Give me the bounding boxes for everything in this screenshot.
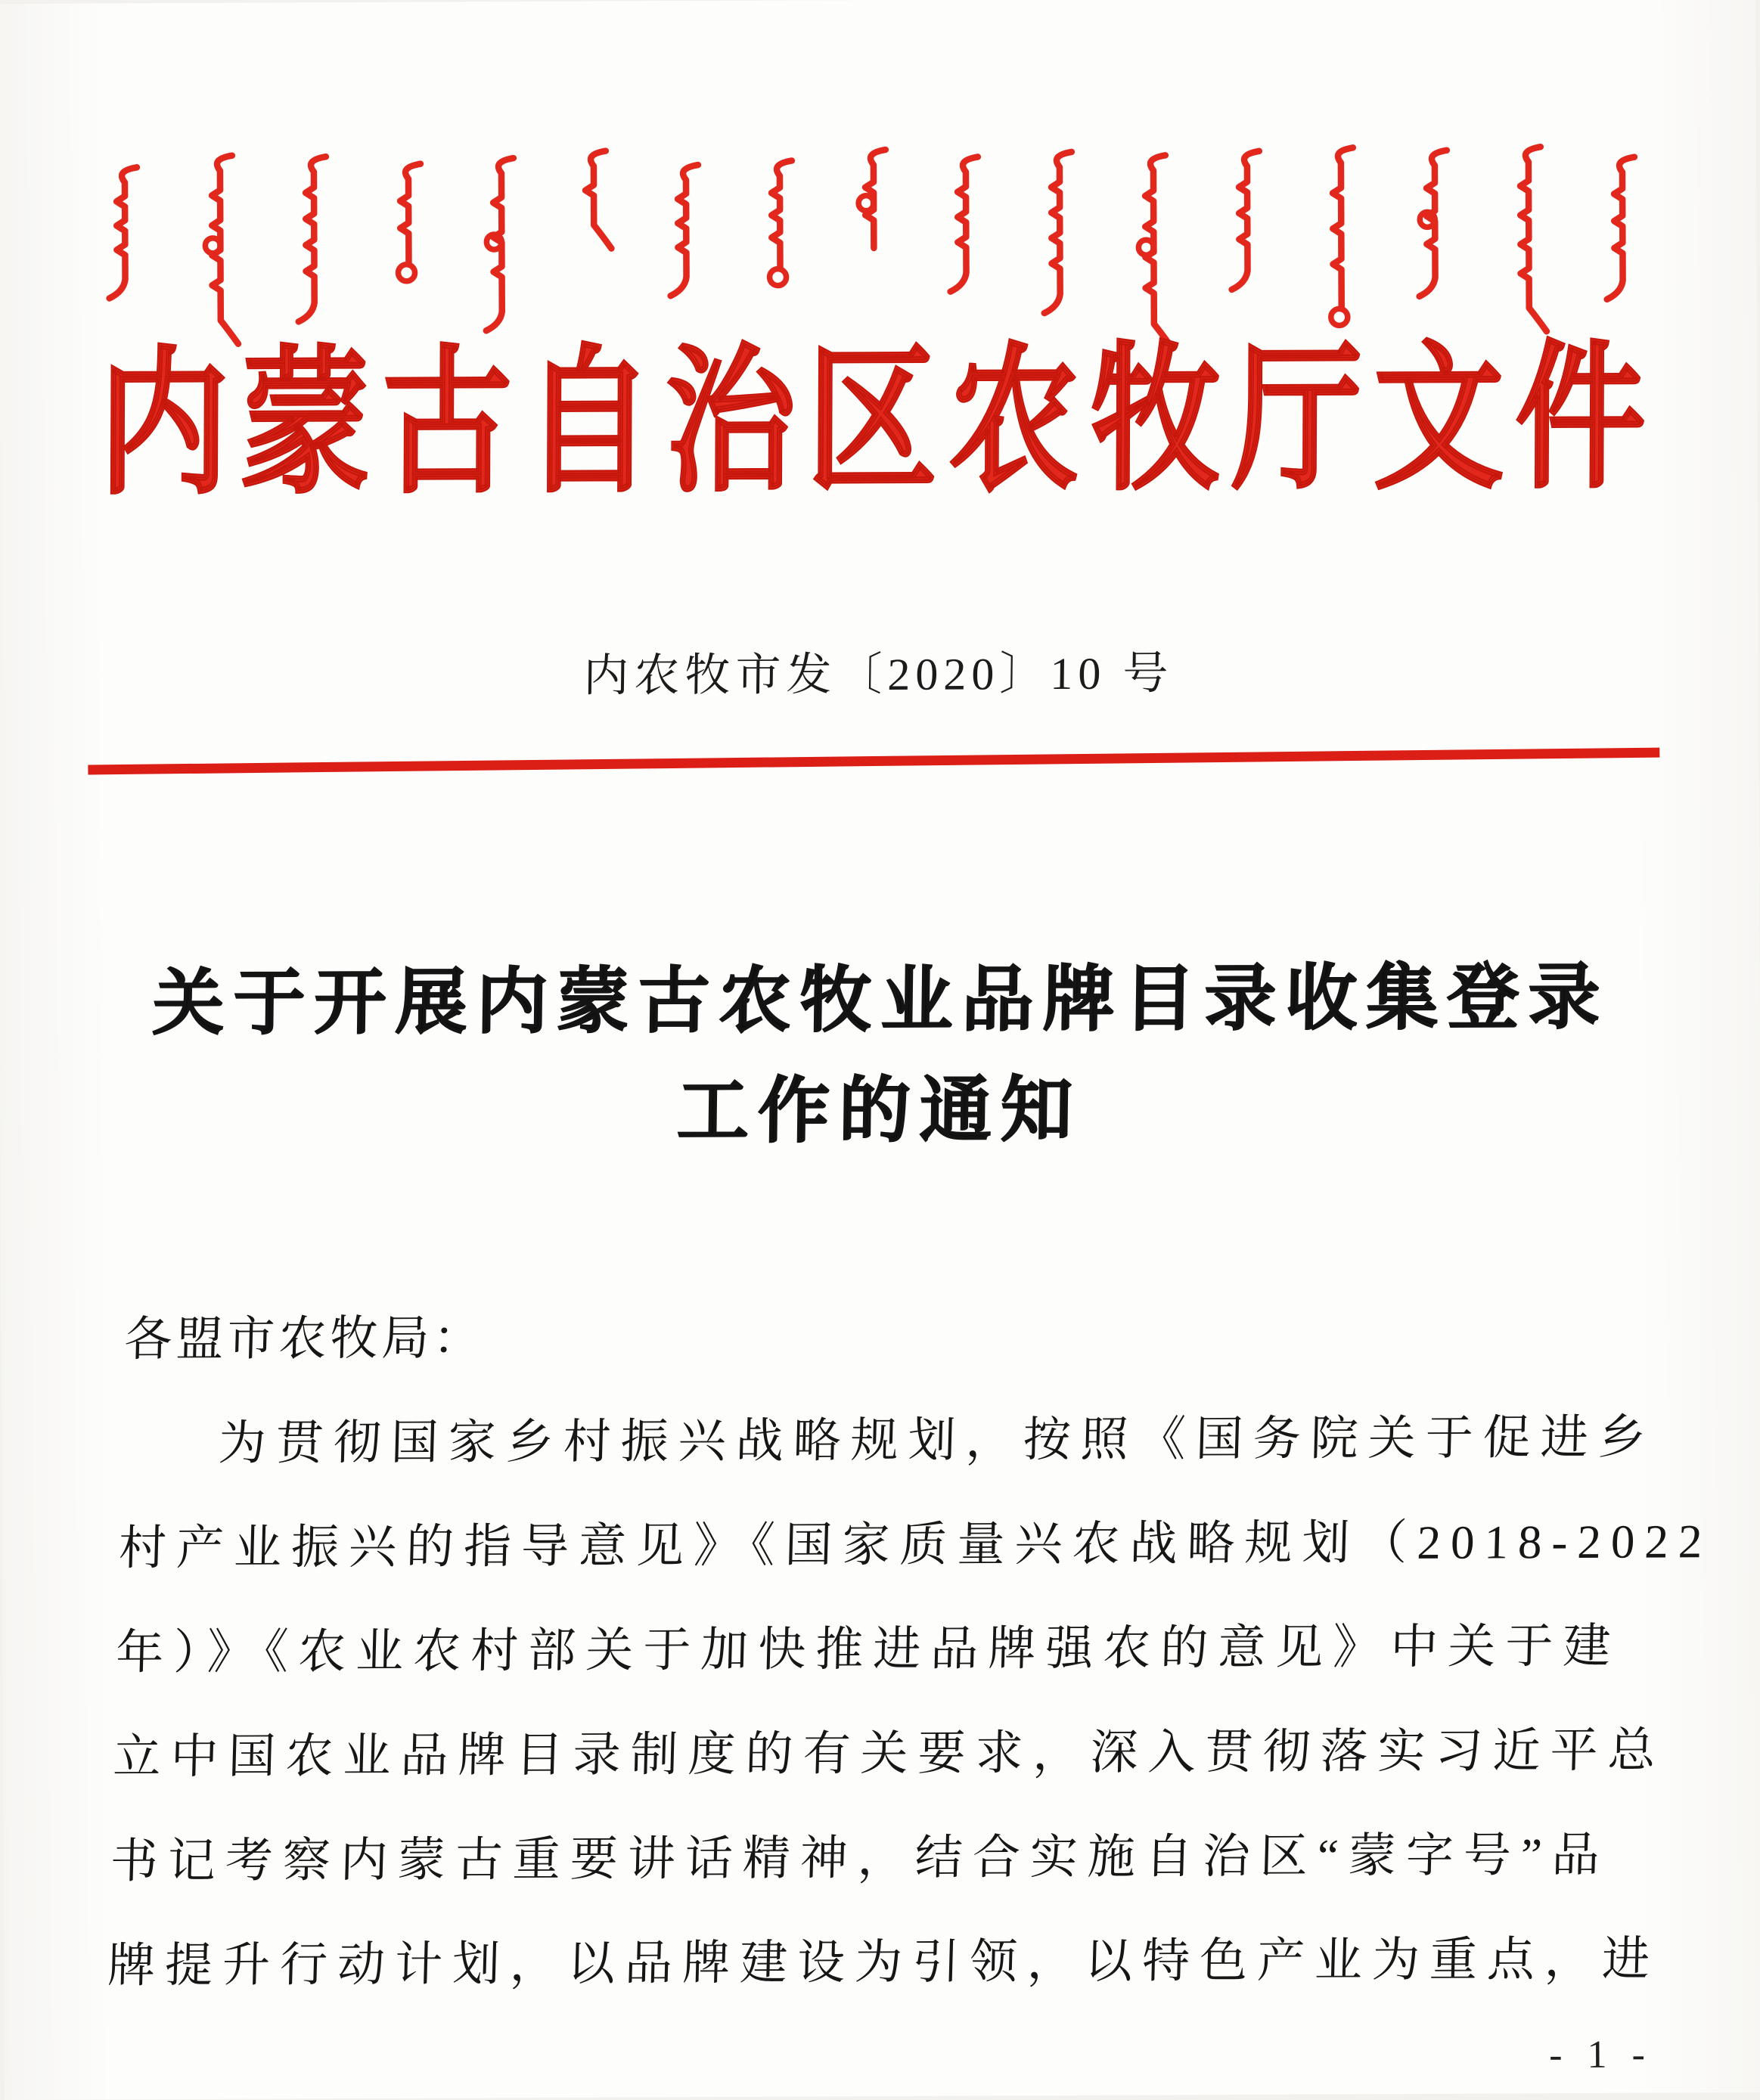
red-divider-line: [88, 748, 1659, 775]
body-line: 牌提升行动计划，以品牌建设为引领，以特色产业为重点，进: [107, 1932, 1661, 1992]
document-title-line2: 工作的通知: [676, 1069, 1082, 1152]
agency-title-char: 件: [1514, 332, 1646, 508]
body-line: 年）》《农业农村部关于加快推进品牌强农的意见》中关于建: [115, 1619, 1622, 1679]
document-title: [74, 941, 1686, 1169]
body-line: 村产业振兴的指导意见》《国家质量兴农战略规划（2018-2022: [118, 1514, 1713, 1574]
document-body: [106, 1276, 1713, 2013]
agency-title-char: 内: [98, 338, 229, 514]
agency-title-char: 牧: [1090, 333, 1221, 510]
document-title-line1: 关于开展内蒙古农牧业品牌目录收集登录: [151, 957, 1610, 1044]
agency-title-char: 农: [948, 334, 1079, 510]
salutation: 各盟市农牧局：: [123, 1311, 486, 1366]
agency-title: [98, 332, 1646, 544]
agency-title-char: 蒙: [240, 337, 371, 513]
body-line: 立中国农业品牌目录制度的有关要求，深入贯彻落实习近平总: [112, 1723, 1666, 1783]
page-number: - 1 -: [1549, 2033, 1653, 2077]
agency-title-char: 古: [381, 337, 513, 513]
agency-title-char: 治: [665, 335, 796, 512]
agency-title-char: 自: [523, 336, 654, 513]
body-line: 为贯彻国家乡村振兴战略规划，按照《国务院关于促进乡: [217, 1410, 1656, 1470]
agency-title-char: 区: [806, 335, 938, 511]
agency-title-char: 厅: [1231, 333, 1363, 510]
agency-title-char: 文: [1373, 332, 1504, 509]
body-line: 书记考察内蒙古重要讲话精神，结合实施自治区“蒙字号”品: [109, 1828, 1610, 1888]
doc-number: 内农牧市发〔2020〕10 号: [582, 648, 1174, 701]
